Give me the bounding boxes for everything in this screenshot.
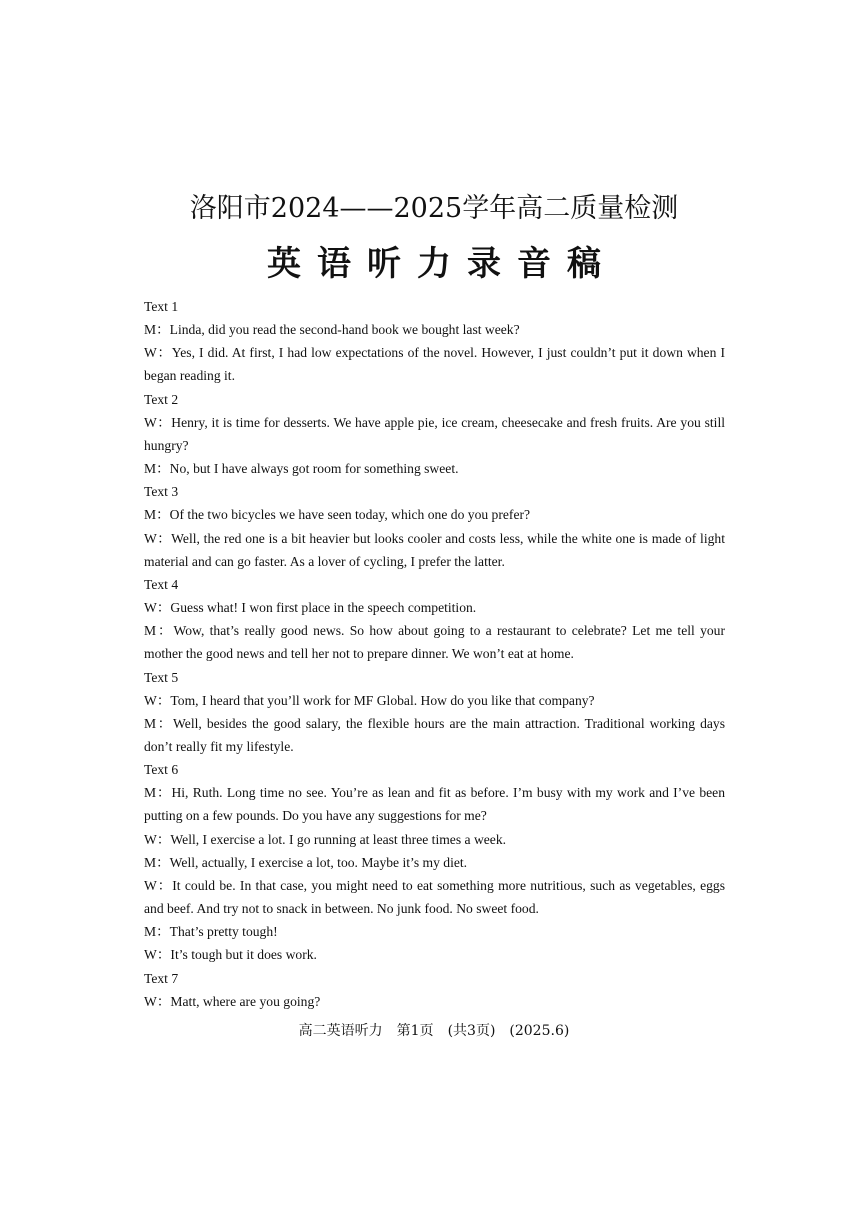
dialogue-line: W：Yes, I did. At first, I had low expectations of the novel. However, I just couldn’t put it down when I began reading it. bbox=[144, 345, 725, 384]
text-heading: Text 4 bbox=[144, 576, 179, 592]
dialogue-line: M：That’s pretty tough! bbox=[144, 924, 278, 940]
dialogue-line: M：Well, besides the good salary, the flexible hours are the main attraction. Traditional working days don’t really fit my lifestyle. bbox=[144, 715, 725, 754]
dialogue-line: W：Well, the red one is a bit heavier but looks cooler and costs less, while the white one is made of light material and can go faster. As a lover of cycling, I prefer the latter. bbox=[144, 530, 725, 569]
dialogue-line: M：No, but I have always got room for something sweet. bbox=[144, 461, 459, 477]
text-heading: Text 5 bbox=[144, 669, 179, 685]
dialogue-line: W：Well, I exercise a lot. I go running at least three times a week. bbox=[144, 831, 507, 847]
dialogue-line: W：Guess what! I won first place in the speech competition. bbox=[144, 600, 477, 616]
dialogue-line: W：It’s tough but it does work. bbox=[144, 947, 317, 963]
text-heading: Text 3 bbox=[144, 484, 179, 500]
document-title: 洛阳市2024——2025学年高二质量检测 bbox=[189, 193, 679, 224]
page-footer: 高二英语听力 第1页 (共3页) (2025.6) bbox=[298, 1023, 570, 1039]
dialogue-line: M：Linda, did you read the second-hand book we bought last week? bbox=[144, 322, 520, 338]
dialogue-line: M：Well, actually, I exercise a lot, too. Maybe it’s my diet. bbox=[144, 854, 468, 870]
dialogue-line: M：Hi, Ruth. Long time no see. You’re as lean and fit as before. I’m busy with my work and I’ve been putting on a few pounds. Do you have any suggestions for me? bbox=[144, 785, 725, 824]
document-subtitle: 英语听力录音稿 bbox=[267, 244, 617, 284]
text-heading: Text 2 bbox=[144, 391, 179, 407]
text-heading: Text 6 bbox=[144, 762, 179, 778]
dialogue-line: W：It could be. In that case, you might need to eat something more nutritious, such as vegetables, eggs and beef. And try not to snack in between. No junk food. No sweet food. bbox=[144, 877, 725, 917]
text-heading: Text 1 bbox=[144, 299, 179, 314]
text-heading: Text 7 bbox=[144, 970, 179, 986]
dialogue-line: W：Henry, it is time for desserts. We have apple pie, ice cream, cheesecake and fresh fruits. Are you still hungry? bbox=[144, 414, 725, 453]
dialogue-line: W：Tom, I heard that you’ll work for MF Global. How do you like that company? bbox=[144, 692, 595, 708]
dialogue-line: W：Matt, where are you going? bbox=[144, 993, 321, 1009]
dialogue-line: M：Wow, that’s really good news. So how about going to a restaurant to celebrate? Let me tell your mother the good news and tell her not to prepare dinner. We won’t eat at home. bbox=[144, 623, 725, 662]
transcript-body bbox=[144, 295, 725, 1013]
dialogue-line: M：Of the two bicycles we have seen today, which one do you prefer? bbox=[144, 507, 531, 523]
